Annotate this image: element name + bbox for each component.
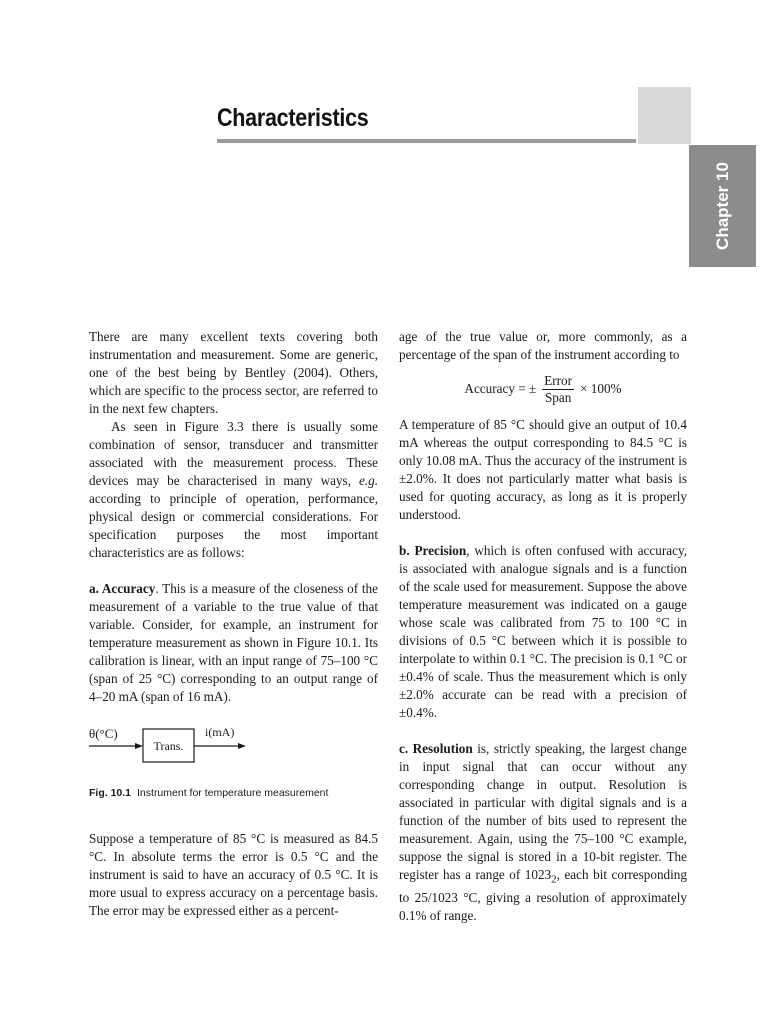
input-label: θ(°C) xyxy=(89,726,118,741)
chapter-tab-accent xyxy=(638,87,691,144)
paragraph-percentage: age of the true value or, more commonly, as a percentage of the span of the instrument according to xyxy=(399,329,687,362)
figure-caption-text: Instrument for temperature measurement xyxy=(137,787,329,799)
figure-caption xyxy=(89,784,378,802)
output-arrow-head xyxy=(238,743,246,749)
equation-rhs: × 100% xyxy=(580,381,622,396)
equation-lhs: Accuracy = ± xyxy=(464,381,537,396)
paragraph-resolution: c. Resolution is, strictly speaking, the largest change in input signal that can occur without any corresponding change in output. Resolution is associated in particular with digital signals and is a function of the number of bits used to represent the measurement. Again, using the 75–100 °C example, suppose the signal is stored in a 10-bit register. The register has a range of $1023_2$, each bit corresponding to 25/1023 °C, giving a resolution of approximately 0.1% of range. xyxy=(399,741,687,923)
precision-heading: b. Precision xyxy=(399,543,467,558)
title-rule xyxy=(217,139,636,143)
paragraph-intro: There are many excellent texts covering both instrumentation and measurement. Some are generic, one of the best being by Bentley (2004). Others, which are specific to the process sector, are referred to in the next few chapters. xyxy=(89,329,378,416)
equation-fraction xyxy=(542,373,574,406)
block-label: Trans. xyxy=(153,739,184,753)
resolution-heading: c. Resolution xyxy=(399,741,473,756)
equation-denominator: Span xyxy=(544,389,572,405)
figure-10-1 xyxy=(89,726,378,780)
paragraph-error: Suppose a temperature of 85 °C is measured as 84.5 °C. In absolute terms the error is 0.5 °C and the instrument is said to have an accuracy of 0.5 °C. It is more usual to express accuracy on a percentage basis. The error may be expressed either as a percent- xyxy=(89,831,378,918)
accuracy-heading: a. Accuracy xyxy=(89,581,156,596)
paragraph-accuracy: a. Accuracy. This is a measure of the closeness of the measurement of a variable to the true value of that variable. Consider, for example, an instrument for temperature measurement as shown in Figure 10.1. Its calibration is linear, with an input range of 75–100 °C (span of 25 °C) corresponding to an output range of 4–20 mA (span of 16 mA). xyxy=(89,581,378,704)
paragraph-example: A temperature of 85 °C should give an output of 10.4 mA whereas the output corresponding to 84.5 °C is only 10.08 mA. Thus the accuracy of the instrument is ±2.0%. It does not particularly matter what basis is used for quoting accuracy, as long as it is properly understood. xyxy=(399,417,687,522)
block-diagram xyxy=(89,726,269,780)
equation-numerator: Error xyxy=(544,372,573,388)
right-column xyxy=(399,328,687,925)
figure-number: Fig. 10.1 xyxy=(89,787,132,799)
left-column xyxy=(89,328,378,920)
paragraph-devices: As seen in Figure 3.3 there is usually some combination of sensor, transducer and transmitter associated with the measurement process. These devices may be characterised in many ways, e.g. according to principle of operation, performance, physical design or commercial considerations. For specification purposes the most important characteristics are as follows: xyxy=(89,419,378,560)
input-arrow-head xyxy=(135,743,143,749)
accuracy-equation xyxy=(399,368,687,410)
chapter-tab-label: Chapter 10 xyxy=(712,162,732,250)
chapter-title: Characteristics xyxy=(217,104,369,132)
chapter-tab xyxy=(689,145,756,267)
paragraph-precision: b. Precision, which is often confused with accuracy, is associated with analogue signals and is a function of the scale used for measurement. Suppose the above temperature measurement was indicated on a gauge whose scale was calibrated from 75 to 100 °C in divisions of 0.5 °C between which it is possible to interpolate to within 0.1 °C. The precision is 0.1 °C or ±0.4% of scale. Thus the measurement which is only ±2.0% accurate can be read with a precision of ±0.4%. xyxy=(399,543,687,720)
output-label: i(mA) xyxy=(205,726,235,739)
